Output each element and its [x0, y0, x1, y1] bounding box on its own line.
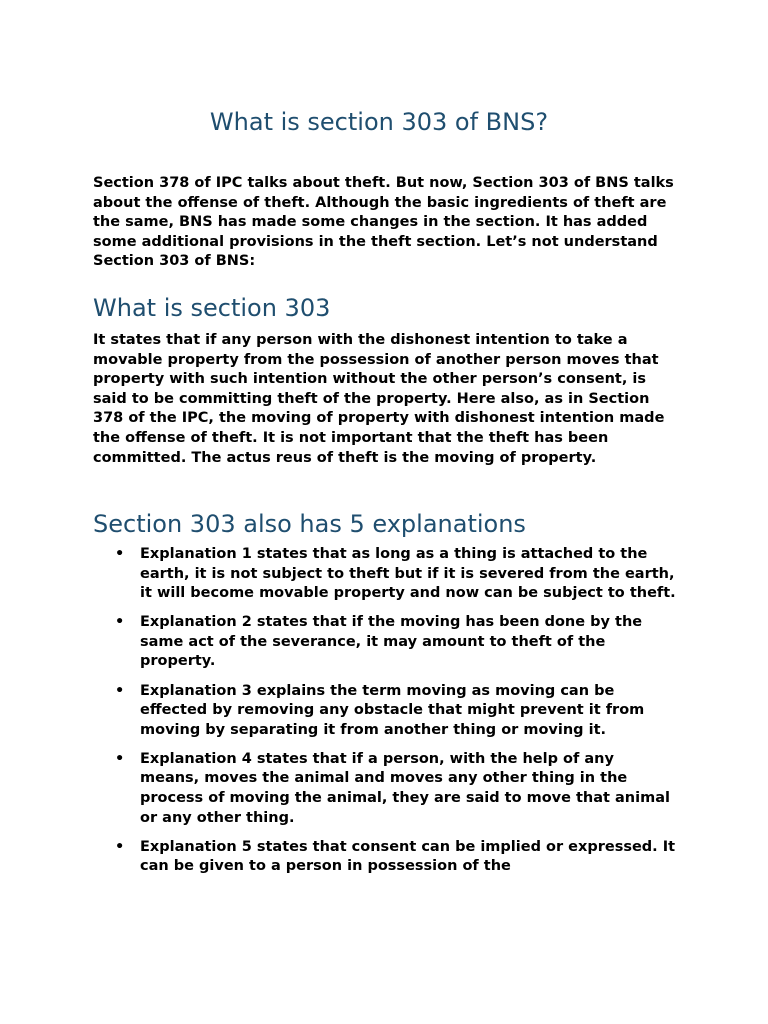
list-item-text: Explanation 2 states that if the moving has been done by the same act of the severance, it may amount to theft of the property. [140, 614, 643, 670]
bullet-icon: • [115, 750, 125, 767]
list-item-text: Explanation 5 states that consent can be implied or expressed. It can be given to a person in possession of the [140, 838, 676, 875]
list-item [93, 750, 677, 828]
document-title: What is section 303 of BNS? [209, 108, 549, 136]
bullet-icon: • [115, 614, 125, 631]
list-item [93, 613, 677, 672]
list-item [93, 838, 677, 877]
explanations-heading-block [93, 508, 677, 540]
bullet-icon: • [115, 838, 125, 855]
list-item [93, 545, 677, 604]
bullet-icon: • [115, 682, 125, 699]
definition-section [93, 292, 677, 468]
intro-paragraph: Section 378 of IPC talks about theft. But now, Section 303 of BNS talks about the offense of theft. Although the basic ingredients of theft are the same, BNS has made some changes in the section. It has added some additional provisions in the theft section. Let’s not understand Section 303 of BNS: [93, 175, 674, 270]
section-heading-definition: What is section 303 [93, 294, 331, 322]
list-item [93, 682, 677, 741]
explanations-list [93, 545, 677, 886]
definition-paragraph: It states that if any person with the dishonest intention to take a movable property from the possession of another person moves that property with such intention without the other person’s consent, is said to be committing theft of the property. Here also, as in Section 378 of the IPC, the moving of property with dishonest intention made the offense of theft. It is not important that the theft has been committed. The actus reus of theft is the moving of property. [93, 332, 665, 466]
intro-section [93, 174, 677, 272]
list-item-text: Explanation 4 states that if a person, with the help of any means, moves the animal and moves any other thing in the process of moving the animal, they are said to move that animal or any other thing. [140, 750, 670, 826]
section-heading-explanations: Section 303 also has 5 explanations [93, 510, 526, 538]
list-item-text: Explanation 3 explains the term moving as moving can be effected by removing any obstacle that might prevent it from moving by separating it from another thing or moving it. [140, 682, 645, 738]
list-item-text: Explanation 1 states that as long as a thing is attached to the earth, it is not subject to theft but if it is severed from the earth, it will become movable property and now can be subject to theft. [140, 546, 676, 602]
bullet-icon: • [115, 546, 125, 562]
